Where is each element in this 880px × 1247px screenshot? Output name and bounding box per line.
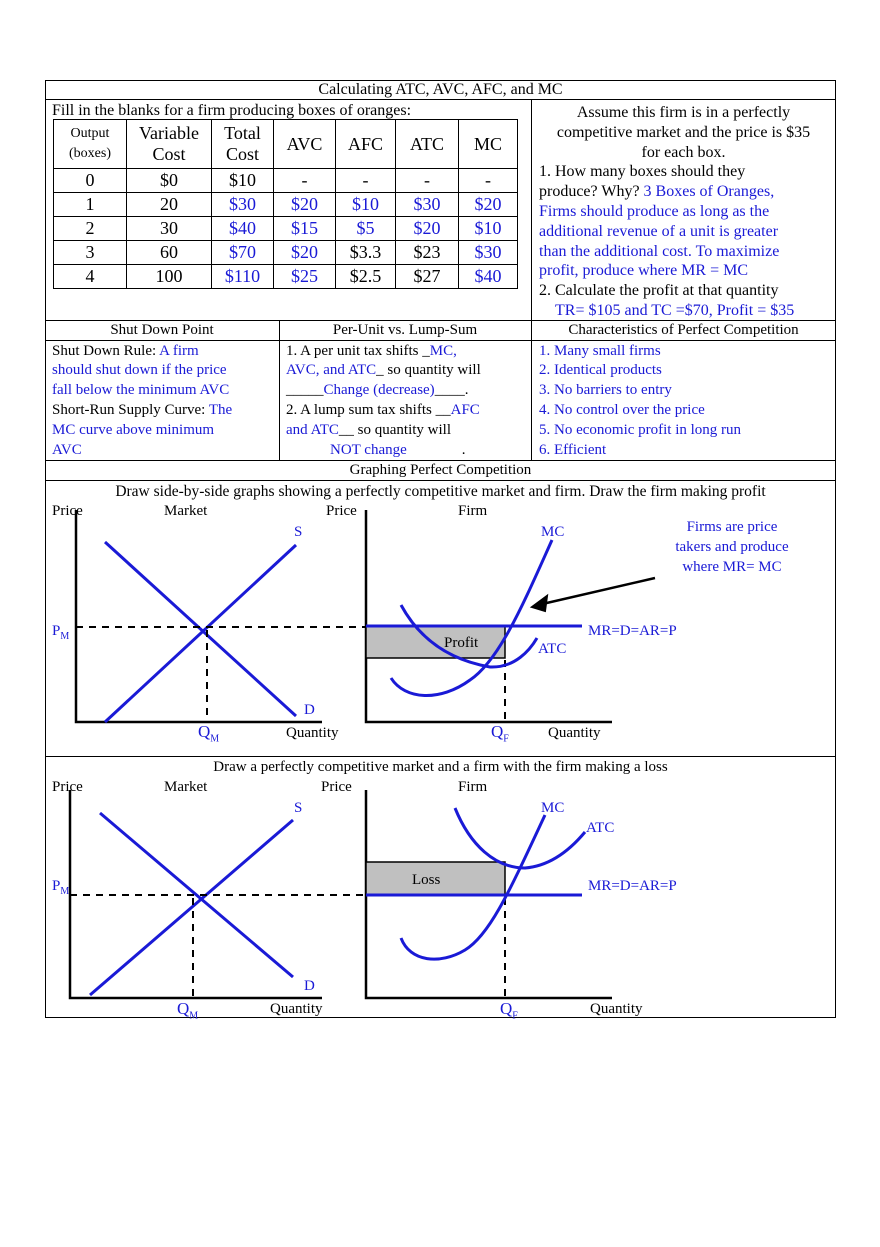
shutdown-header: Shut Down Point [110, 322, 214, 338]
note-line-2: takers and produce [675, 539, 789, 555]
cell-mc: $10 [459, 217, 518, 241]
demand-label: D [304, 702, 315, 718]
pm-sub: M [60, 631, 70, 642]
cell-output: 3 [54, 241, 127, 265]
atc-curve [455, 808, 585, 868]
tax-text: . [461, 442, 466, 458]
supply-label: S [294, 800, 303, 816]
cell-vc: 100 [127, 265, 212, 289]
firm-label: Firm [458, 779, 488, 795]
qf-sub: F [512, 1010, 518, 1022]
cell-vc: 20 [127, 193, 212, 217]
header-atc: ATC [396, 120, 459, 169]
table-instruction: Fill in the blanks for a firm producing boxes of oranges: [52, 102, 412, 119]
cell-atc: $20 [396, 217, 459, 241]
characteristic-item: 1. Many small firms [539, 343, 661, 359]
supply-curve-label: Short-Run Supply Curve: [52, 402, 206, 418]
pm-letter: P [52, 623, 61, 639]
cell-afc: $3.3 [336, 241, 396, 265]
question-1: 1. How many boxes should they [539, 163, 746, 180]
supply-curve-line-3: AVC [52, 442, 82, 458]
cell-vc: $0 [127, 169, 212, 193]
shutdown-rule-text: A firm [159, 343, 199, 359]
qm-sub: M [189, 1010, 199, 1022]
cell-tc: $10 [212, 169, 274, 193]
cell-atc: $30 [396, 193, 459, 217]
cell-tc: $70 [212, 241, 274, 265]
supply-curve-line-2: MC curve above minimum [52, 422, 215, 438]
cell-afc: $2.5 [336, 265, 396, 289]
qm-letter: Q [177, 999, 190, 1018]
header-mc: MC [459, 120, 518, 169]
characteristics-header: Characteristics of Perfect Competition [568, 322, 799, 338]
arrow-head-icon [532, 596, 547, 611]
tax-text: _____ [286, 382, 324, 398]
cell-avc: - [274, 169, 336, 193]
shutdown-rule-line-2: should shut down if the price [52, 362, 227, 378]
qm-letter: Q [198, 722, 211, 741]
note-line-3: where MR= MC [682, 559, 782, 575]
tax-answer: AFC [450, 402, 480, 418]
cell-mc: - [459, 169, 518, 193]
answer-2: TR= $105 and TC =$70, Profit = $35 [555, 302, 795, 319]
qf-letter: Q [491, 722, 504, 741]
tax-answer: and ATC [286, 422, 339, 438]
price-axis-label: Price [52, 503, 83, 519]
quantity-axis-label: Quantity [548, 725, 601, 741]
cell-vc: 60 [127, 241, 212, 265]
pm-label [52, 622, 69, 647]
cell-tc: $40 [212, 217, 274, 241]
mr-label: MR=D=AR=P [588, 878, 677, 894]
profit-label: Profit [444, 635, 479, 651]
market-axes [76, 510, 322, 722]
cell-output: 4 [54, 265, 127, 289]
header-output: Output (boxes) [54, 120, 127, 169]
answer-1-line-1: 3 Boxes of Oranges, [643, 183, 775, 200]
assume-line-2: competitive market and the price is $35 [556, 124, 811, 141]
cell-output: 0 [54, 169, 127, 193]
cell-avc: $20 [274, 193, 336, 217]
note-line-1: Firms are price [686, 519, 778, 535]
qf-letter: Q [500, 999, 513, 1018]
pm-letter: P [52, 878, 61, 894]
cell-vc: 30 [127, 217, 212, 241]
pm-label [52, 877, 69, 902]
cell-afc: - [336, 169, 396, 193]
qf-label [491, 722, 509, 749]
demand-curve [105, 542, 296, 716]
tax-answer: AVC, and ATC [286, 362, 377, 378]
quantity-axis-label: Quantity [286, 725, 339, 741]
answer-1-line-5: profit, produce where MR = MC [539, 262, 748, 279]
characteristic-item: 6. Efficient [539, 442, 607, 458]
page-title: Calculating ATC, AVC, AFC, and MC [318, 81, 563, 98]
cell-atc: $23 [396, 241, 459, 265]
cell-output: 1 [54, 193, 127, 217]
tax-text: _ so quantity will [376, 362, 481, 378]
mr-label: MR=D=AR=P [588, 623, 677, 639]
tax-text: 2. A lump sum tax shifts __ [286, 402, 451, 418]
qf-label [500, 999, 518, 1026]
qm-label [198, 722, 219, 749]
cell-avc: $20 [274, 241, 336, 265]
cell-mc: $20 [459, 193, 518, 217]
question-2: 2. Calculate the profit at that quantity [539, 282, 779, 299]
supply-curve [90, 820, 293, 995]
quantity-axis-label: Quantity [590, 1001, 643, 1017]
tax-answer: MC, [429, 343, 457, 359]
characteristic-item: 3. No barriers to entry [539, 382, 672, 398]
atc-label: ATC [586, 820, 615, 836]
qf-sub: F [503, 733, 509, 745]
assume-line-1: Assume this firm is in a perfectly [576, 104, 791, 121]
qm-sub: M [210, 733, 220, 745]
price-axis-label: Price [52, 779, 83, 795]
tax-answer: NOT change [330, 442, 407, 458]
cell-mc: $30 [459, 241, 518, 265]
shutdown-rule-label: Shut Down Rule: [52, 343, 157, 359]
answer-1-line-2: Firms should produce as long as the [539, 203, 770, 220]
supply-curve [105, 545, 296, 722]
header-afc: AFC [336, 120, 396, 169]
assume-line-3: for each box. [641, 144, 726, 161]
cell-avc: $25 [274, 265, 336, 289]
pm-sub: M [60, 886, 70, 897]
tax-text: 1. A per unit tax shifts _ [286, 343, 430, 359]
cell-mc: $40 [459, 265, 518, 289]
cell-avc: $15 [274, 217, 336, 241]
qm-label [177, 999, 198, 1026]
characteristic-item: 5. No economic profit in long run [539, 422, 742, 438]
cell-tc: $110 [212, 265, 274, 289]
demand-label: D [304, 978, 315, 994]
cell-atc: - [396, 169, 459, 193]
mc-curve [391, 540, 552, 696]
cell-afc: $10 [336, 193, 396, 217]
supply-label: S [294, 524, 303, 540]
cell-tc: $30 [212, 193, 274, 217]
market-label: Market [164, 779, 208, 795]
characteristic-item: 2. Identical products [539, 362, 662, 378]
header-avc: AVC [274, 120, 336, 169]
loss-instruction: Draw a perfectly competitive market and a firm with the firm making a loss [213, 759, 668, 775]
header-total-cost: Total Cost [212, 120, 274, 169]
arrow-line [538, 578, 655, 605]
tax-header: Per-Unit vs. Lump-Sum [332, 322, 478, 338]
answer-1-line-4: than the additional cost. To maximize [539, 243, 780, 260]
quantity-axis-label: Quantity [270, 1001, 323, 1017]
graphing-header: Graphing Perfect Competition [349, 462, 532, 478]
answer-1-line-3: additional revenue of a unit is greater [539, 223, 779, 240]
profit-instruction: Draw side-by-side graphs showing a perfectly competitive market and firm. Draw the firm making profit [115, 483, 766, 500]
cell-afc: $5 [336, 217, 396, 241]
mc-label: MC [541, 800, 565, 816]
price-axis-label: Price [321, 779, 352, 795]
supply-curve-text: The [208, 402, 233, 418]
cell-atc: $27 [396, 265, 459, 289]
question-1-why: produce? Why? [539, 183, 640, 200]
mc-label: MC [541, 524, 565, 540]
market-label: Market [164, 503, 208, 519]
tax-text: __ so quantity will [338, 422, 452, 438]
tax-text: ____. [434, 382, 469, 398]
firm-label: Firm [458, 503, 488, 519]
shutdown-rule-line-3: fall below the minimum AVC [52, 382, 230, 398]
characteristic-item: 4. No control over the price [539, 402, 705, 418]
header-variable-cost: Variable Cost [127, 120, 212, 169]
price-axis-label: Price [326, 503, 357, 519]
cell-output: 2 [54, 217, 127, 241]
profit-area [366, 626, 505, 658]
tax-answer: Change (decrease) [323, 382, 435, 398]
atc-label: ATC [538, 641, 567, 657]
loss-label: Loss [412, 872, 441, 888]
